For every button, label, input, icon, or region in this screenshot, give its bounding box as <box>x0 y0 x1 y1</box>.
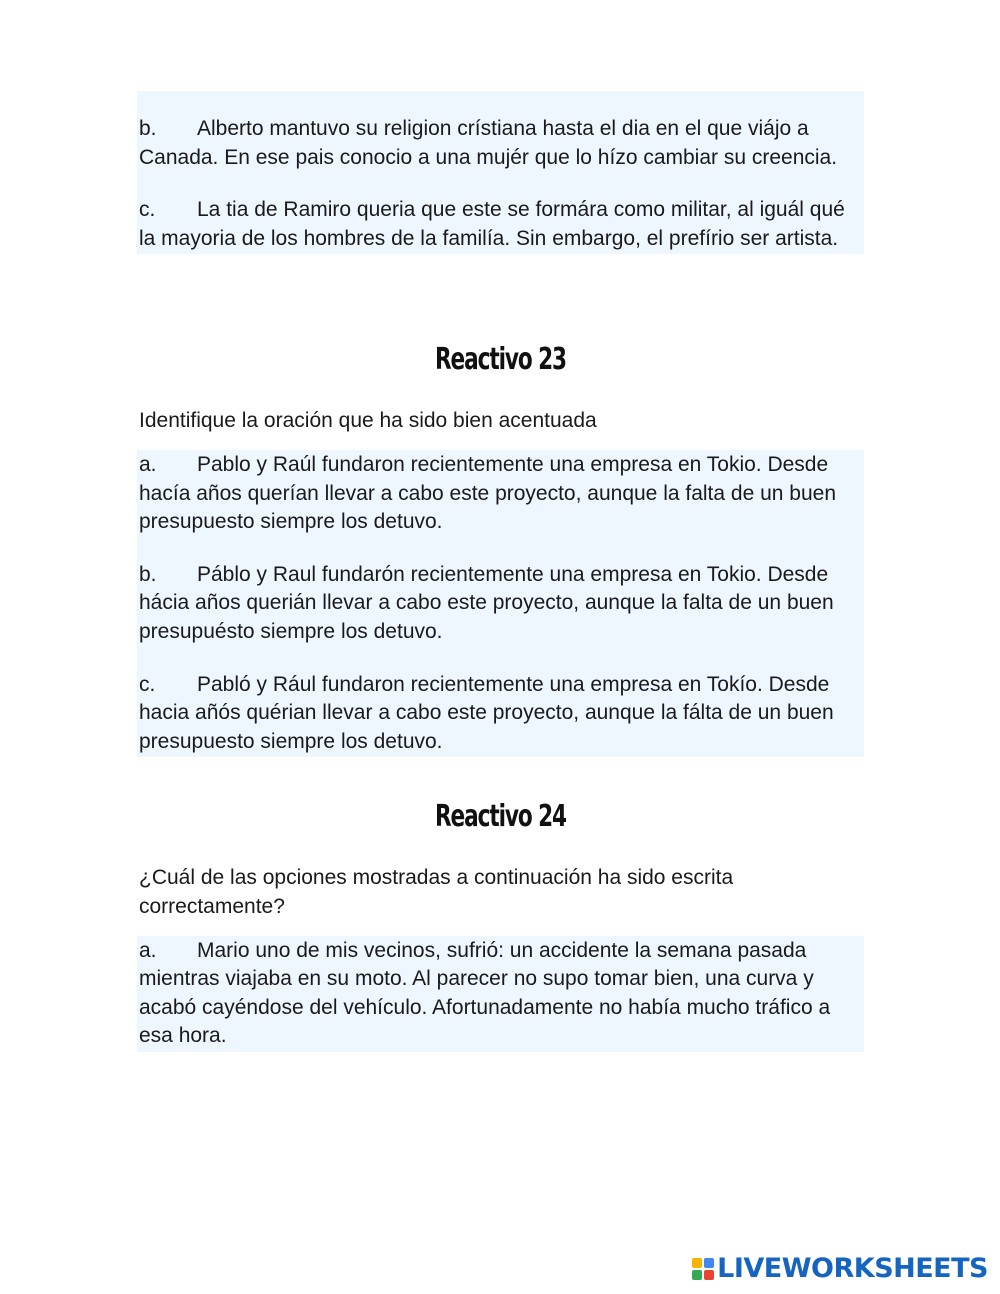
option-a[interactable] <box>139 451 862 537</box>
option-text: Mario uno de mis vecinos, sufrió: un accidente la semana pasada mientras viajaba en su moto. Al parecer no supo tomar bien, una curva y acabó cayéndose del vehículo. Afortunadamente no había mucho tráfico a esa hora. <box>139 938 831 1048</box>
option-group-previous <box>137 91 864 254</box>
option-group-reactivo-24 <box>137 936 864 1052</box>
reactivo-24-question: ¿Cuál de las opciones mostradas a continuación ha sido escrita correctamente? <box>139 866 734 918</box>
option-letter: a. <box>139 938 157 962</box>
reactivo-23-question: Identifique la oración que ha sido bien acentuada <box>139 409 597 433</box>
option-text: Páblo y Raul fundarón recientemente una empresa en Tokio. Desde hácia años querián llevar a cabo este proyecto, aunque la falta de un buen presupuésto siempre los detuvo. <box>139 562 834 643</box>
option-text: Pablo y Raúl fundaron recientemente una empresa en Tokio. Desde hacía años querían llevar a cabo este proyecto, aunque la falta de un buen presupuesto siempre los detuvo. <box>139 452 836 534</box>
option-text: Pabló y Rául fundaron recientemente una empresa en Tokío. Desde hacia añós quérian llevar a cabo este proyecto, aunque la fálta de un buen presupuesto siempre los detuvo. <box>139 672 834 753</box>
option-letter: b. <box>139 117 157 140</box>
option-group-reactivo-23 <box>137 450 864 757</box>
option-b[interactable] <box>139 561 862 647</box>
option-text: Alberto mantuvo su religion crístiana hasta el dia en el que viájo a Canada. En ese pais conocio a una mujér que lo hízo cambiar su creencia. <box>139 117 838 169</box>
reactivo-24-heading: Reactivo 24 <box>434 799 567 835</box>
option-letter: c. <box>139 198 156 222</box>
option-a[interactable] <box>139 937 862 1051</box>
option-letter: b. <box>139 562 157 586</box>
liveworksheets-logo-icon <box>692 1258 714 1280</box>
worksheet-content <box>137 91 864 1052</box>
option-b[interactable] <box>139 115 862 172</box>
option-c[interactable] <box>139 671 862 757</box>
reactivo-23-heading: Reactivo 23 <box>434 342 567 378</box>
option-text: La tia de Ramiro queria que este se formára como militar, al iguál qué la mayoria de los hombres de la familía. Sin embargo, el prefírio ser artista. <box>139 198 845 250</box>
option-c[interactable] <box>139 196 862 253</box>
logo-text: LIVEWORKSHEETS <box>717 1253 988 1284</box>
option-letter: c. <box>139 672 156 696</box>
option-letter: a. <box>139 452 157 476</box>
liveworksheets-logo <box>692 1253 988 1284</box>
